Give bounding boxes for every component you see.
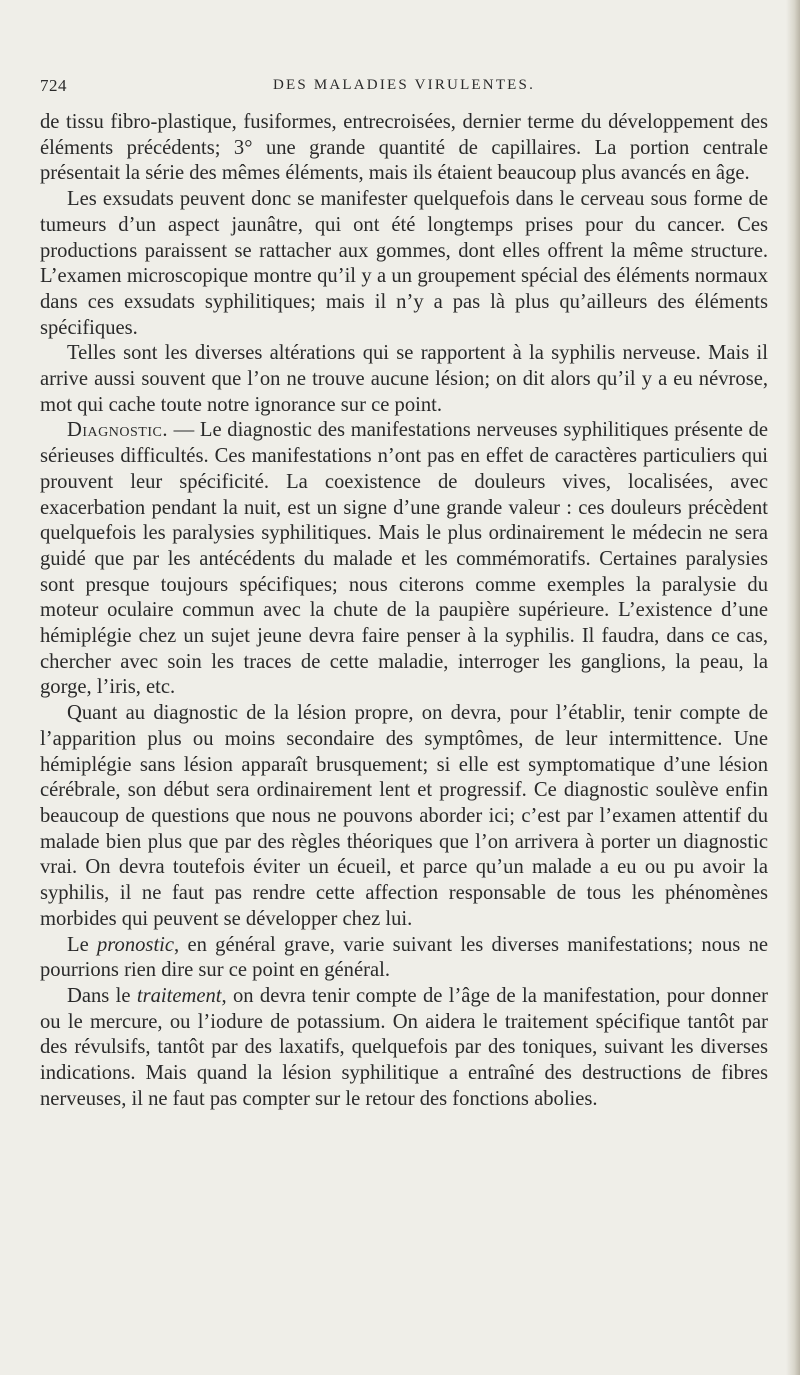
book-page — [40, 0, 768, 1375]
page-edge-shadow — [786, 0, 800, 1375]
page-header — [40, 76, 768, 102]
paragraph-diagnostic — [40, 418, 768, 701]
paragraph-alterations: Telles sont les diverses altérations qui se rapportent à la syphilis nerveuse. Mais il arrive aussi souvent que l’on ne trouve aucune lésion; on dit alors qu’il y a eu névrose, mot qui cache toute notre ignorance sur ce point. — [40, 342, 768, 416]
body-text — [40, 110, 768, 1112]
traitement-text: , on devra tenir compte de l’âge de la manifestation, pour donner ou le mercure, ou l’iodure de potassium. On aidera le traitement spécifique tantôt par des révulsifs, tantôt par des laxatifs, quelquefois par des toniques, suivant les diverses indications. Mais quand la lésion syphilitique a entraîné des destructions de fibres nerveuses, il ne faut pas compter sur le retour des fonctions abolies. — [40, 984, 768, 1110]
pronostic-lead: Le — [67, 933, 97, 956]
pronostic-term: pronostic — [97, 933, 175, 956]
pronostic-text: , en général grave, varie suivant les diverses manifestations; nous ne pourrions rien dire sur ce point en général. — [40, 933, 769, 982]
paragraph-lesion: Quant au diagnostic de la lésion propre, on devra, pour l’établir, tenir compte de l’apparition plus ou moins secondaire des symptômes, de leur intermittence. Une hémiplégie sans lésion apparaît brusquement; si elle est symptomatique d’une lésion cérébrale, son début sera ordinairement lent et progressif. Ce diagnostic soulève enfin beaucoup de questions que nous ne pouvons aborder ici; c’est par l’examen attentif du malade bien plus que par des règles théoriques que l’on arrivera à porter un diagnostic vrai. On devra toutefois éviter un écueil, et parce qu’un malade a eu ou pu avoir la syphilis, il ne faut pas rendre cette affection responsable de tous les phénomènes morbides qui peuvent se développer chez lui. — [40, 702, 768, 930]
diagnostic-text: — Le diagnostic des manifestations nerveuses syphilitiques présente de sérieuses difficultés. Ces manifestations n’ont pas en effet de caractères particuliers qui prouvent leur spécificité. La coexistence de douleurs vives, localisées, avec exacerbation pendant la nuit, est un signe d’une grande valeur : ces douleurs précèdent quelquefois les paralysies syphilitiques. Mais le plus ordinairement le médecin ne sera guidé que par les antécédents du malade et les commémoratifs. Certaines paralysies sont presque toujours spécifiques; nous citerons comme exemples la paralysie du moteur oculaire commun avec la chute de la paupière supérieure. L’existence d’une hémiplégie chez un sujet jeune devra faire penser à la syphilis. Il faudra, dans ce cas, chercher avec soin les traces de cette maladie, interroger les ganglions, la peau, la gorge, l’iris, etc. — [40, 419, 768, 699]
traitement-term: traitement — [136, 984, 222, 1007]
section-heading-diagnostic: Diagnostic. — [67, 419, 168, 442]
traitement-lead: Dans le — [67, 984, 137, 1007]
running-title: DES MALADIES VIRULENTES. — [272, 77, 536, 93]
paragraph-exsudats: Les exsudats peuvent donc se manifester quelquefois dans le cerveau sous forme de tumeurs d’un aspect jaunâtre, qui ont été longtemps prises pour du cancer. Ces productions paraissent se rattacher aux gommes, dont elles offrent la même structure. L’examen microscopique montre qu’il y a un groupement spécial des éléments normaux dans ces exsudats syphilitiques; mais il n’y a pas là plus qu’ailleurs des éléments spécifiques. — [40, 188, 768, 339]
page-number: 724 — [40, 76, 67, 95]
paragraph-traitement — [40, 984, 768, 1113]
paragraph-pronostic — [40, 933, 768, 984]
paragraph-continued: de tissu fibro-plastique, fusiformes, entrecroisées, dernier terme du développement des éléments précédents; 3° une grande quantité de capillaires. La portion centrale présentait la série des mêmes éléments, mais ils étaient beaucoup plus avancés en âge. — [40, 111, 768, 185]
